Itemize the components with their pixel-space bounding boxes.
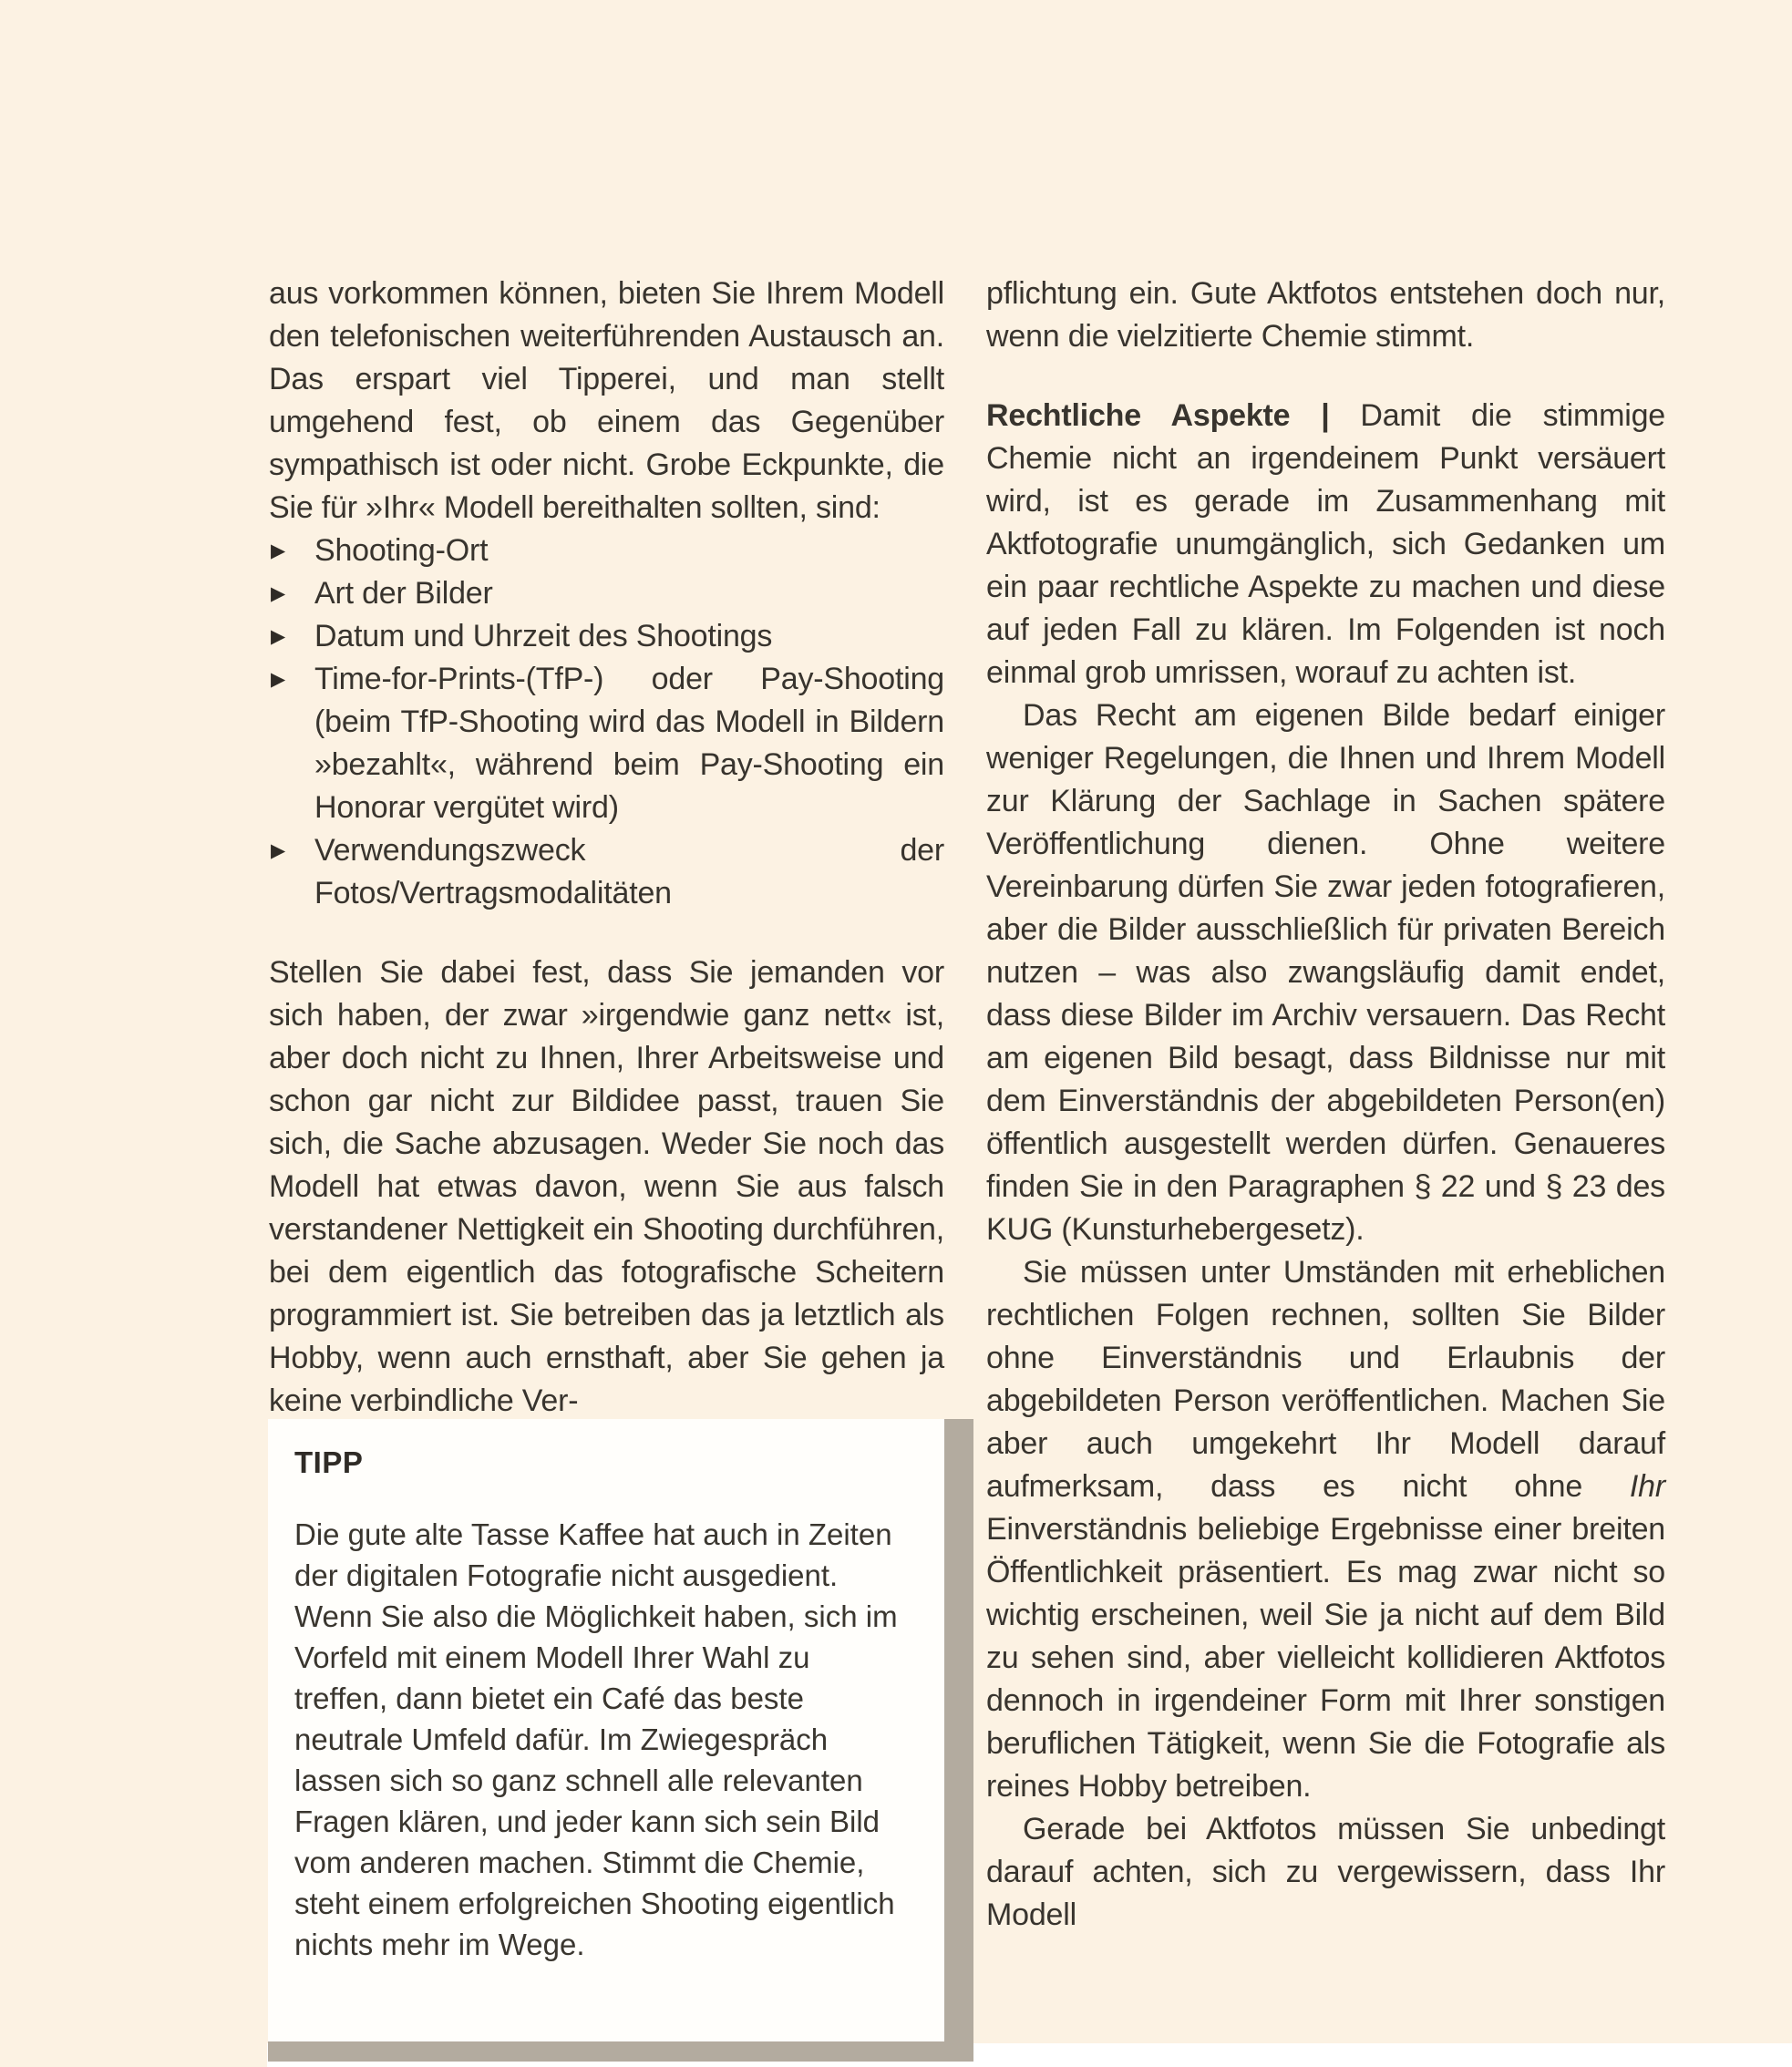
triangle-bullet-icon: ▶ [271,626,285,647]
right-paragraph-3: Das Recht am eigenen Bilde bedarf einiger weniger Regelungen, die Ihnen und Ihrem Modell zur Klärung der Sachlage in Sachen spätere Veröffentlichung dienen. Ohne weitere Vereinbarung dürfen Sie zwar jeden fotografieren, aber die Bilder ausschließlich für privaten Bereich nutzen – was also zwangsläufig damit endet, dass diese Bilder im Archiv versauern. Das Recht am eigenen Bild besagt, dass Bildnisse nur mit dem Einverständnis der abgebildeten Person(en) öffentlich ausgestellt werden dürfen. Genaueres finden Sie in den Paragraphen § 22 und § 23 des KUG (Kunsturhebergesetz). [986,698,1665,1247]
list-item-label: Shooting-Ort [314,533,489,568]
list-item [269,572,944,615]
triangle-bullet-icon: ▶ [271,540,285,561]
right-paragraph-1: pflichtung ein. Gute Aktfotos entstehen doch nur, wenn die vielzitierte Chemie stimmt. [986,276,1665,354]
right-text-column [986,273,1665,1937]
list-item [269,530,944,572]
list-item-label: Time-for-Prints-(TfP-) oder Pay-Shooting (beim TfP-Shooting wird das Modell in Bildern »bezahlt«, während beim Pay-Shooting ein Honorar vergütet wird) [314,662,944,825]
right-paragraph-5: Gerade bei Aktfotos müssen Sie unbedingt darauf achten, sich zu vergewissern, dass Ihr Modell [986,1812,1665,1932]
runin-heading-rechtliche-aspekte: Rechtliche Aspekte | [986,398,1330,433]
list-item-label: Verwendungszweck der Fotos/Vertragsmodalitäten [314,833,944,910]
italic-word-ihr: Ihr [1629,1469,1665,1504]
right-paragraph-4-part-b: Einverständnis beliebige Ergebnisse einer breiten Öffentlichkeit präsentiert. Es mag zwar nicht so wichtig erscheinen, weil Sie ja nicht auf dem Bild zu sehen sind, aber vielleicht kollidieren Aktfotos dennoch in irgendeiner Form mit Ihrer sonstigen beruflichen Tätigkeit, wenn Sie die Fotografie als reines Hobby betreiben. [986,1512,1665,1804]
left-paragraph-2: Stellen Sie dabei fest, dass Sie jemanden vor sich haben, der zwar »irgendwie ganz nett« ist, aber doch nicht zu Ihnen, Ihrer Arbeitsweise und schon gar nicht zur Bildidee passt, trauen Sie sich, die Sache abzusagen. Weder Sie noch das Modell hat etwas davon, wenn Sie aus falsch verstandener Nettigkeit ein Shooting durchführen, bei dem eigentlich das fotografische Scheitern programmiert ist. Sie betreiben das ja letztlich als Hobby, wenn auch ernsthaft, aber Sie gehen ja keine verbindliche Ver- [269,955,944,1418]
right-paragraph-2-text: Damit die stimmige Chemie nicht an irgendeinem Punkt versäuert wird, ist es gerade im Zusammenhang mit Aktfotografie unumgänglich, sich Gedanken um ein paar rechtliche Aspekte zu machen und diese auf jeden Fall zu klären. Im Folgenden ist noch einmal grob umrissen, worauf zu achten ist. [986,398,1665,690]
list-item-label: Art der Bilder [314,576,493,611]
right-paragraph-4 [986,1251,1665,1808]
list-item [269,658,944,829]
tip-box-body: Die gute alte Tasse Kaffee hat auch in Zeiten der digitalen Fotografie nicht ausgedient. Wenn Sie also die Möglichkeit haben, sich im Vorfeld mit einem Modell Ihrer Wahl zu treffen, dann bietet ein Café das beste neutrale Umfeld dafür. Im Zwiegespräch lassen sich so ganz schnell alle relevanten Fragen klären, und jeder kann sich sein Bild vom anderen machen. Stimmt die Chemie, steht einem erfolgreichen Shooting eigentlich nichts mehr im Wege. [294,1517,898,1961]
list-item [269,615,944,658]
right-paragraph-4-part-a: Sie müssen unter Umständen mit erheblichen rechtlichen Folgen rechnen, sollten Sie Bilder ohne Einverständnis und Erlaubnis der abgebildeten Person veröffentlichen. Machen Sie aber auch umgekehrt Ihr Modell darauf aufmerksam, dass es nicht ohne [986,1255,1665,1504]
left-text-column [269,273,944,1423]
triangle-bullet-icon: ▶ [271,840,285,861]
tip-box-shadow [268,1419,973,2062]
left-paragraph-1: aus vorkommen können, bieten Sie Ihrem Modell den telefonischen weiterführenden Austausch an. Das erspart viel Tipperei, und man stellt umgehend fest, ob einem das Gegenüber sympathisch ist oder nicht. Grobe Eckpunkte, die Sie für »Ihr« Modell bereithalten sollten, sind: [269,276,944,525]
triangle-bullet-icon: ▶ [271,669,285,690]
triangle-bullet-icon: ▶ [271,583,285,604]
list-item-label: Datum und Uhrzeit des Shootings [314,619,773,653]
checklist [269,530,944,915]
right-paragraph-2 [986,395,1665,694]
tip-box [268,1419,944,2041]
tip-box-title: TIPP [294,1445,364,1479]
list-item [269,829,944,915]
